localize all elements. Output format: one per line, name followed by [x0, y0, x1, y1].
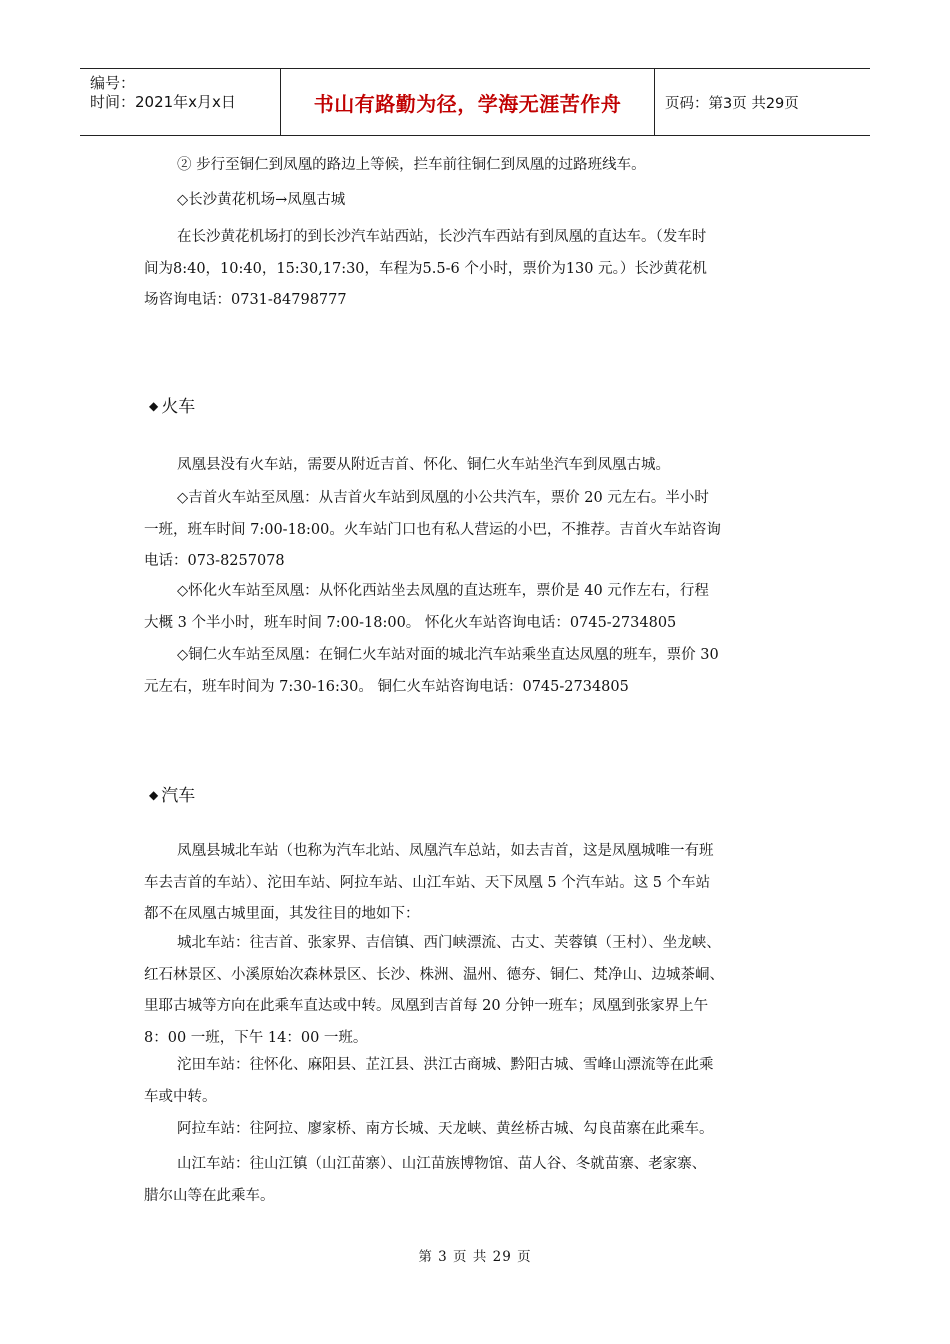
- paragraph-shanjiang-station: [144, 1149, 814, 1212]
- paragraph-ala-station: [144, 1114, 847, 1146]
- diamond-bullet-icon: ◆: [149, 788, 159, 802]
- text-line: 间为8:40，10:40，15:30,17:30，车程为5.5-6 个小时，票价为130 元。）长沙黄花机: [144, 260, 707, 277]
- text-line: 沱田车站：往怀化、麻阳县、芷江县、洪江古商城、黔阳古城、雪峰山漂流等在此乘: [177, 1057, 714, 1073]
- text-line: 8：00 一班，下午 14：00 一班。: [144, 1029, 368, 1046]
- text-line: ◇吉首火车站至凤凰：从吉首火车站到凤凰的小公共汽车，票价 20 元左右。半小时: [177, 490, 709, 506]
- text-line: ◇怀化火车站至凤凰：从怀化西站坐去凤凰的直达班车，票价是 40 元作左右，行程: [177, 583, 709, 599]
- paragraph-tongren-roadside: [144, 150, 847, 182]
- text-line: 里耶古城等方向在此乘车直达或中转。凤凰到吉首每 20 分钟一班车；凤凰到张家界上午: [144, 998, 709, 1014]
- text-line: 电话：073-8257078: [144, 553, 285, 569]
- text-line: ② 步行至铜仁到凤凰的路边上等候，拦车前往铜仁到凤凰的过路班线车。: [177, 157, 646, 173]
- paragraph-chengbei-station: [144, 928, 814, 1054]
- paragraph-jishou-station: [144, 483, 814, 578]
- subheading-changsha-airport: [144, 185, 847, 217]
- section-heading-train: [149, 392, 195, 417]
- paragraph-tuotian-station: [144, 1050, 814, 1113]
- section-title: 汽车: [161, 786, 196, 806]
- text-line: 在长沙黄花机场打的到长沙汽车站西站，长沙汽车西站有到凤凰的直达车。（发车时: [177, 229, 707, 245]
- text-line: 元左右，班车时间为 7:30-16:30。 铜仁火车站咨询电话：0745-2734805: [144, 678, 629, 695]
- text-line: 场咨询电话：0731-84798777: [144, 292, 347, 308]
- section-title: 火车: [161, 397, 196, 417]
- header-time-label: 时间：2021年x月x日: [90, 93, 236, 111]
- text-line: 一班，班车时间 7:00-18:00。火车站门口也有私人营运的小巴，不推荐。吉首火车站咨询: [144, 521, 721, 538]
- text-line: ◇长沙黄花机场→凤凰古城: [177, 192, 346, 208]
- paragraph-changsha-airport: [144, 222, 814, 317]
- text-line: 城北车站：往吉首、张家界、吉信镇、西门峡漂流、古丈、芙蓉镇（王村）、坐龙峡、: [177, 935, 721, 951]
- paragraph-huaihua-station: [144, 576, 814, 639]
- text-line: 大概 3 个半小时，班车时间 7:00-18:00。 怀化火车站咨询电话：0745-2734805: [144, 614, 677, 631]
- text-line: 腊尔山等在此乘车。: [144, 1187, 275, 1204]
- paragraph-train-intro: [144, 450, 847, 482]
- text-line: 都不在凤凰古城里面，其发往目的地如下：: [144, 906, 420, 922]
- header-page-cell: [655, 69, 870, 135]
- header-motto-cell: [281, 69, 655, 135]
- text-line: 山江车站：往山江镇（山江苗寨）、山江苗族博物馆、苗人谷、冬就苗寨、老家寨、: [177, 1156, 707, 1172]
- footer-page-number: 第 3 页 共 29 页: [418, 1249, 532, 1265]
- text-line: 凤凰县城北车站（也称为汽车北站、凤凰汽车总站，如去吉首，这是凤凰城唯一有班: [177, 843, 714, 859]
- header-number-label: 编号：: [90, 74, 136, 92]
- page-header: [80, 68, 870, 136]
- text-line: 阿拉车站：往阿拉、廖家桥、南方长城、天龙峡、黄丝桥古城、勾良苗寨在此乘车。: [177, 1121, 714, 1137]
- text-line: 车或中转。: [144, 1088, 217, 1105]
- page-footer: [0, 1245, 950, 1265]
- text-line: ◇铜仁火车站至凤凰：在铜仁火车站对面的城北汽车站乘坐直达凤凰的班车，票价 30: [177, 647, 719, 663]
- paragraph-tongren-station: [144, 640, 814, 703]
- header-motto: 书山有路勤为径，学海无涯苦作舟: [313, 91, 622, 116]
- diamond-bullet-icon: ◆: [149, 399, 159, 413]
- text-line: 红石林景区、小溪原始次森林景区、长沙、株洲、温州、德夯、铜仁、梵净山、边城茶峒、: [144, 966, 724, 983]
- header-page-info: 页码：第3页 共29页: [665, 95, 799, 112]
- section-heading-bus: [149, 781, 195, 806]
- text-line: 车去吉首的车站）、沱田车站、阿拉车站、山江车站、天下凤凰 5 个汽车站。这 5 个车站: [144, 874, 711, 891]
- text-line: 凤凰县没有火车站，需要从附近吉首、怀化、铜仁火车站坐汽车到凤凰古城。: [177, 457, 670, 473]
- paragraph-bus-stations: [144, 836, 814, 931]
- header-meta-cell: [80, 69, 281, 135]
